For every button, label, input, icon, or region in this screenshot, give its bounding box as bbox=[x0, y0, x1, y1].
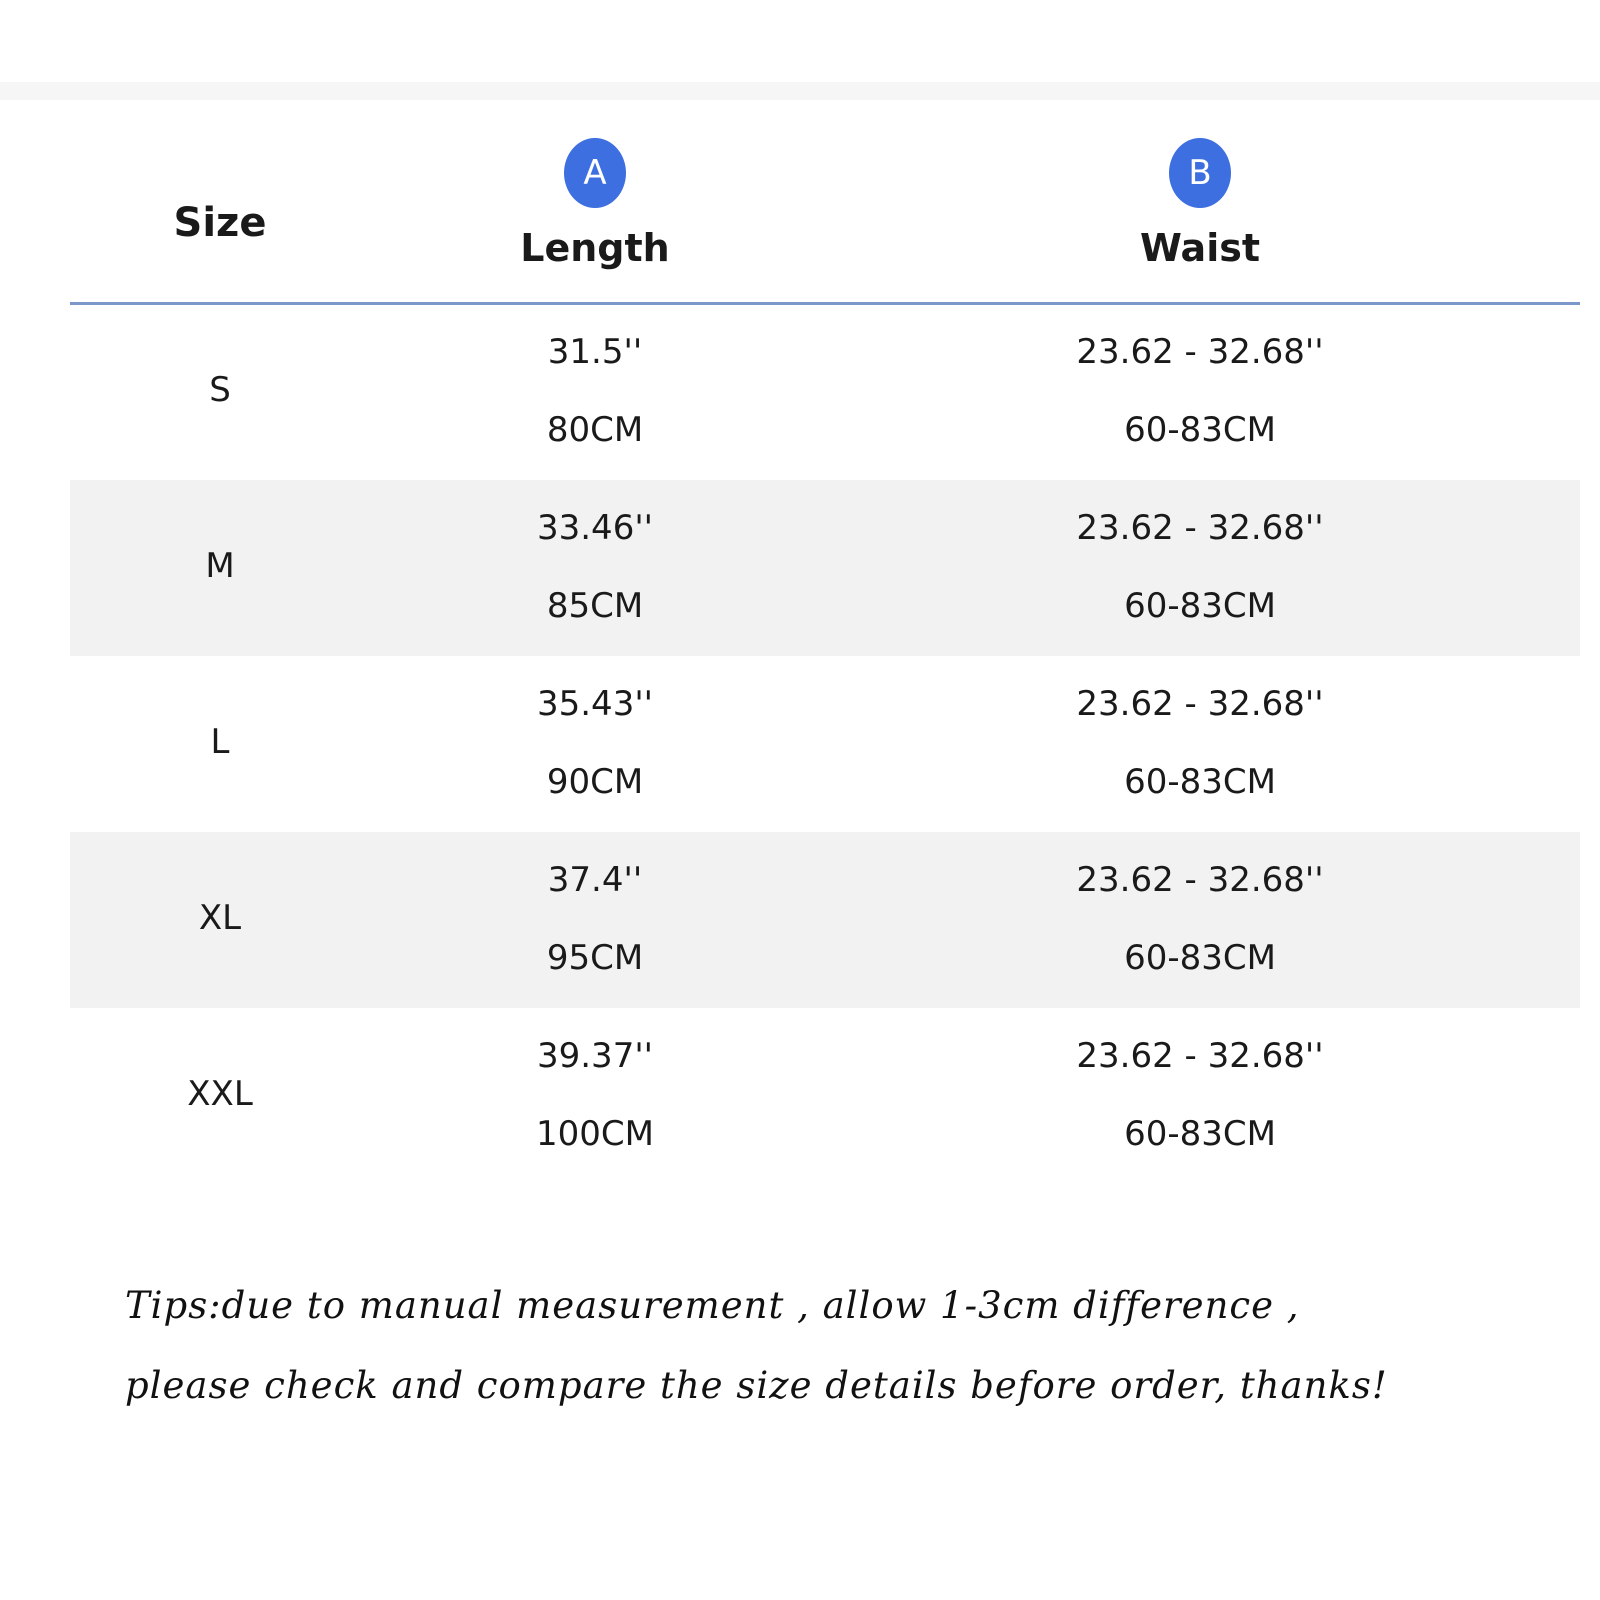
length-cm: 80CM bbox=[546, 410, 644, 450]
waist-inches: 23.62 - 32.68'' bbox=[1076, 684, 1324, 724]
length-cm: 90CM bbox=[546, 762, 644, 802]
table-row-m bbox=[70, 480, 1580, 656]
waist-header bbox=[1000, 138, 1400, 270]
waist-inches: 23.62 - 32.68'' bbox=[1076, 332, 1324, 372]
length-cm: 95CM bbox=[546, 938, 644, 978]
size-cell: XL bbox=[198, 898, 242, 938]
waist-label: Waist bbox=[1139, 226, 1260, 270]
length-inches: 35.43'' bbox=[536, 684, 654, 724]
top-band bbox=[0, 82, 1600, 100]
waist-inches: 23.62 - 32.68'' bbox=[1076, 860, 1324, 900]
length-label: Length bbox=[520, 226, 670, 270]
waist-cm: 60-83CM bbox=[1124, 586, 1276, 626]
length-inches: 39.37'' bbox=[536, 1036, 654, 1076]
length-header bbox=[395, 138, 795, 270]
size-cell: XXL bbox=[187, 1074, 253, 1114]
length-badge-a: A bbox=[564, 138, 626, 208]
waist-badge-b: B bbox=[1169, 138, 1231, 208]
table-row-l bbox=[70, 656, 1580, 832]
waist-cm: 60-83CM bbox=[1124, 762, 1276, 802]
waist-cm: 60-83CM bbox=[1124, 938, 1276, 978]
size-chart-table bbox=[70, 100, 1580, 1184]
tips-line-2: please check and compare the size details before order, thanks! bbox=[125, 1364, 1388, 1407]
table-header bbox=[70, 100, 1580, 304]
waist-inches: 23.62 - 32.68'' bbox=[1076, 1036, 1324, 1076]
size-cell: S bbox=[209, 370, 231, 410]
size-header: Size bbox=[173, 200, 267, 246]
table-row-s bbox=[70, 304, 1580, 480]
length-inches: 37.4'' bbox=[547, 860, 643, 900]
length-cm: 100CM bbox=[536, 1114, 654, 1154]
length-cm: 85CM bbox=[546, 586, 644, 626]
table-row-xl bbox=[70, 832, 1580, 1008]
tips-line-1: Tips:due to manual measurement , allow 1-3cm difference , bbox=[125, 1284, 1300, 1327]
waist-cm: 60-83CM bbox=[1124, 410, 1276, 450]
size-cell: L bbox=[210, 722, 230, 762]
waist-cm: 60-83CM bbox=[1124, 1114, 1276, 1154]
length-inches: 33.46'' bbox=[536, 508, 654, 548]
table-row-xxl bbox=[70, 1008, 1580, 1184]
waist-inches: 23.62 - 32.68'' bbox=[1076, 508, 1324, 548]
size-cell: M bbox=[205, 546, 235, 586]
length-inches: 31.5'' bbox=[547, 332, 643, 372]
